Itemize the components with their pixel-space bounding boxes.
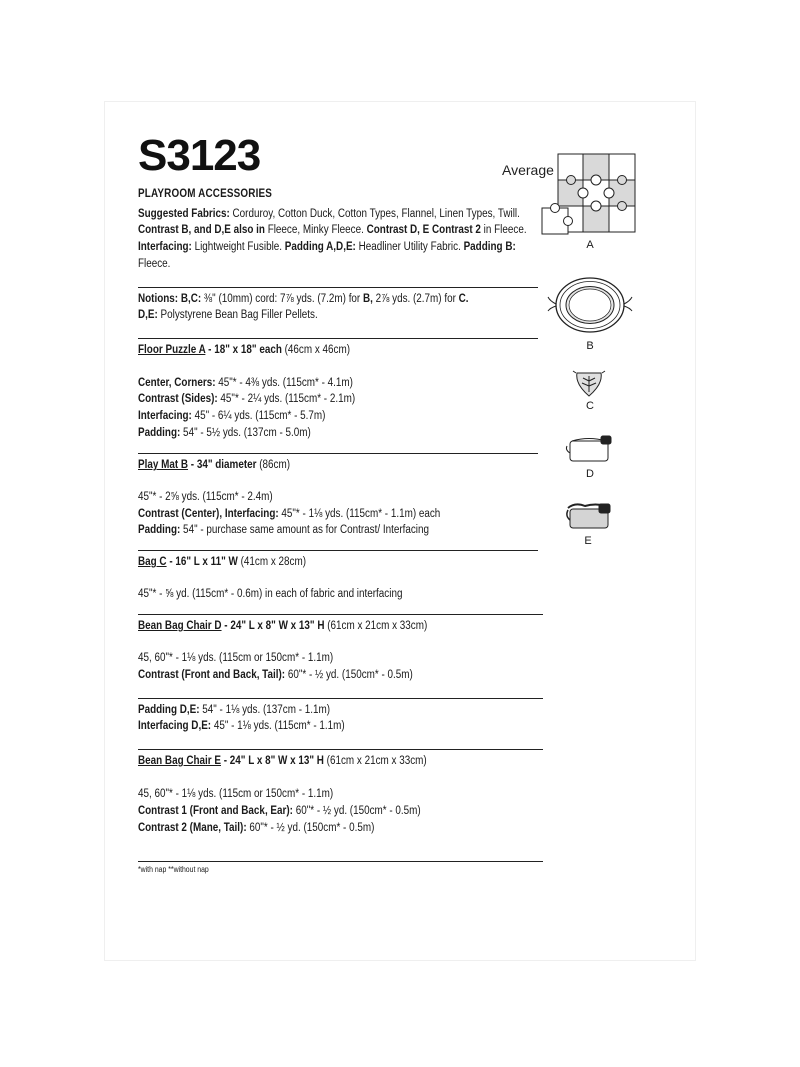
size-label: Average bbox=[502, 162, 554, 178]
figure-label-c: C bbox=[586, 400, 594, 412]
yardage-row: Contrast (Front and Back, Tail): 60"* - ½ yd. (150cm* - 0.5m) bbox=[138, 669, 413, 681]
floor-puzzle-illustration bbox=[541, 150, 641, 240]
yardage-row: Contrast 1 (Front and Back, Ear): 60"* - ½ yd. (150cm* - 0.5m) bbox=[138, 805, 421, 817]
bean-bag-chair-d-illustration bbox=[565, 433, 615, 465]
bag-title: Bag C - 16" L x 11" W (41cm x 28cm) bbox=[138, 556, 307, 568]
figure-label-e: E bbox=[584, 535, 592, 547]
figure-label-b: B bbox=[586, 340, 594, 352]
divider bbox=[138, 749, 543, 750]
pattern-number: S3123 bbox=[138, 131, 261, 180]
yardage-row: Interfacing D,E: 45" - 1⅛ yds. (115cm* - 1.1m) bbox=[138, 720, 345, 732]
figure-label-a: A bbox=[586, 239, 594, 251]
notions-line-2: D,E: Polystyrene Bean Bag Filler Pellets. bbox=[138, 309, 318, 321]
yardage-row: Padding D,E: 54" - 1⅛ yds. (137cm - 1.1m) bbox=[138, 704, 331, 716]
fabrics-line-1: Suggested Fabrics: Corduroy, Cotton Duck, Cotton Types, Flannel, Linen Types, Twill. bbox=[138, 208, 520, 220]
yardage-row: Interfacing: 45" - 6¼ yds. (115cm* - 5.7m) bbox=[138, 410, 326, 422]
footnote: *with nap **without nap bbox=[138, 865, 209, 874]
figure-label-d: D bbox=[586, 468, 594, 480]
divider bbox=[138, 453, 538, 454]
divider bbox=[138, 550, 538, 551]
yardage-row: Center, Corners: 45"* - 4⅜ yds. (115cm* - 4.1m) bbox=[138, 377, 353, 389]
yardage-row: Contrast (Center), Interfacing: 45"* - 1⅛ yds. (115cm* - 1.1m) each bbox=[138, 508, 441, 520]
play-mat-illustration bbox=[548, 275, 632, 339]
yardage-row: 45, 60"* - 1⅛ yds. (115cm or 150cm* - 1.1m) bbox=[138, 652, 334, 664]
floor-puzzle-title: Floor Puzzle A - 18" x 18" each (46cm x 46cm) bbox=[138, 344, 351, 356]
divider bbox=[138, 861, 543, 862]
divider bbox=[138, 287, 538, 288]
yardage-row: Contrast 2 (Mane, Tail): 60"* - ½ yd. (150cm* - 0.5m) bbox=[138, 822, 375, 834]
fabrics-line-3: Interfacing: Lightweight Fusible. Padding A,D,E: Headliner Utility Fabric. Padding B: bbox=[138, 241, 516, 253]
bean-bag-chair-e-illustration bbox=[565, 500, 615, 532]
yardage-row: 45, 60"* - 1⅛ yds. (115cm or 150cm* - 1.1m) bbox=[138, 788, 334, 800]
notions-line-1: Notions: B,C: ⅜" (10mm) cord: 7⅞ yds. (7.2m) for B, 2⅞ yds. (2.7m) for C. bbox=[138, 293, 469, 305]
chair-d-title: Bean Bag Chair D - 24" L x 8" W x 13" H (61cm x 21cm x 33cm) bbox=[138, 620, 428, 632]
yardage-row: 45"* - ⅝ yd. (115cm* - 0.6m) in each of fabric and interfacing bbox=[138, 588, 403, 600]
product-name: PLAYROOM ACCESSORIES bbox=[138, 188, 273, 200]
fabrics-line-2: Contrast B, and D,E also in Fleece, Minky Fleece. Contrast D, E Contrast 2 in Fleece. bbox=[138, 224, 527, 236]
yardage-row: Contrast (Sides): 45"* - 2¼ yds. (115cm* - 2.1m) bbox=[138, 393, 356, 405]
divider bbox=[138, 698, 543, 699]
play-mat-title: Play Mat B - 34" diameter (86cm) bbox=[138, 459, 291, 471]
yardage-row: Padding: 54" - purchase same amount as for Contrast/ Interfacing bbox=[138, 524, 430, 536]
fabrics-line-4: Fleece. bbox=[138, 258, 171, 270]
yardage-row: Padding: 54" - 5½ yds. (137cm - 5.0m) bbox=[138, 427, 311, 439]
divider bbox=[138, 614, 543, 615]
yardage-row: 45"* - 2⅝ yds. (115cm* - 2.4m) bbox=[138, 491, 273, 503]
divider bbox=[138, 338, 538, 339]
bag-illustration bbox=[573, 368, 605, 400]
chair-e-title: Bean Bag Chair E - 24" L x 8" W x 13" H (61cm x 21cm x 33cm) bbox=[138, 755, 427, 767]
